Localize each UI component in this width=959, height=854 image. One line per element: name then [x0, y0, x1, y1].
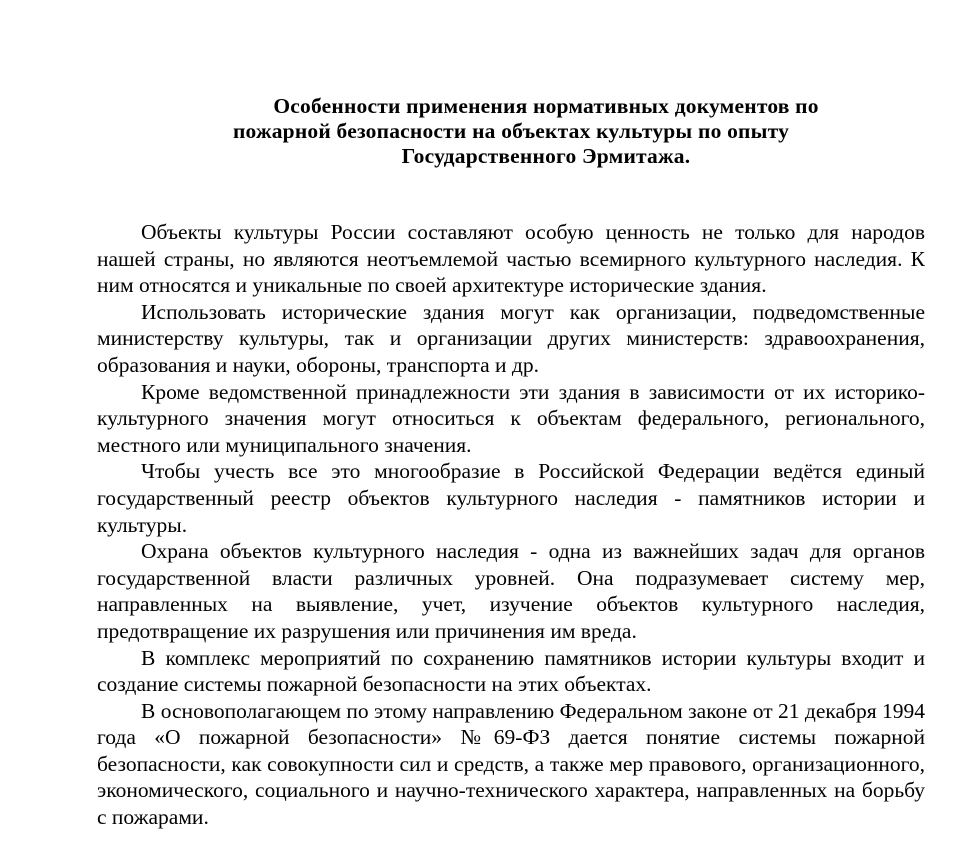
- document-title-line-2: пожарной безопасности на объектах культуры по опыту: [232, 119, 790, 143]
- body-paragraph: Чтобы учесть все это многообразие в Российской Федерации ведётся единый государственный реестр объектов культурного наследия - памятников истории и культуры.: [97, 459, 925, 537]
- document-text-block: [97, 0, 925, 831]
- document-body: [97, 219, 925, 831]
- document-title-line-3: Государственного Эрмитажа.: [401, 144, 691, 168]
- body-paragraph: Объекты культуры России составляют особую ценность не только для народов нашей страны, но являются неотъемлемой частью всемирного культурного наследия. К ним относятся и уникальные по своей архитектуре исторические здания.: [97, 220, 925, 298]
- body-paragraph: В основополагающем по этому направлению Федеральном законе от 21 декабря 1994 года «О пожарной безопасности» №69-ФЗ дается понятие системы пожарной безопасности, как совокупности сил и средств, а также мер правового, организационного, экономического, социального и научно-технического характера, направленных на борьбу с пожарами.: [97, 698, 925, 830]
- document-title: [97, 94, 925, 169]
- body-paragraph: В комплекс мероприятий по сохранению памятников истории культуры входит и создание системы пожарной безопасности на этих объектах.: [97, 645, 925, 697]
- body-paragraph: Охрана объектов культурного наследия - одна из важнейших задач для органов государственной власти различных уровней. Она подразумевает систему мер, направленных на выявление, учет, изучение объектов культурного наследия, предотвращение их разрушения или причинения им вреда.: [97, 539, 925, 643]
- document-title-line-1: Особенности применения нормативных документов по: [273, 94, 819, 118]
- body-paragraph: Использовать исторические здания могут как организации, подведомственные министерству культуры, так и организации других министерств: здравоохранения, образования и науки, обороны, транспорта и др.: [97, 299, 925, 377]
- body-paragraph: Кроме ведомственной принадлежности эти здания в зависимости от их историко-культурного значения могут относиться к объектам федерального, регионального, местного или муниципального значения.: [97, 379, 925, 457]
